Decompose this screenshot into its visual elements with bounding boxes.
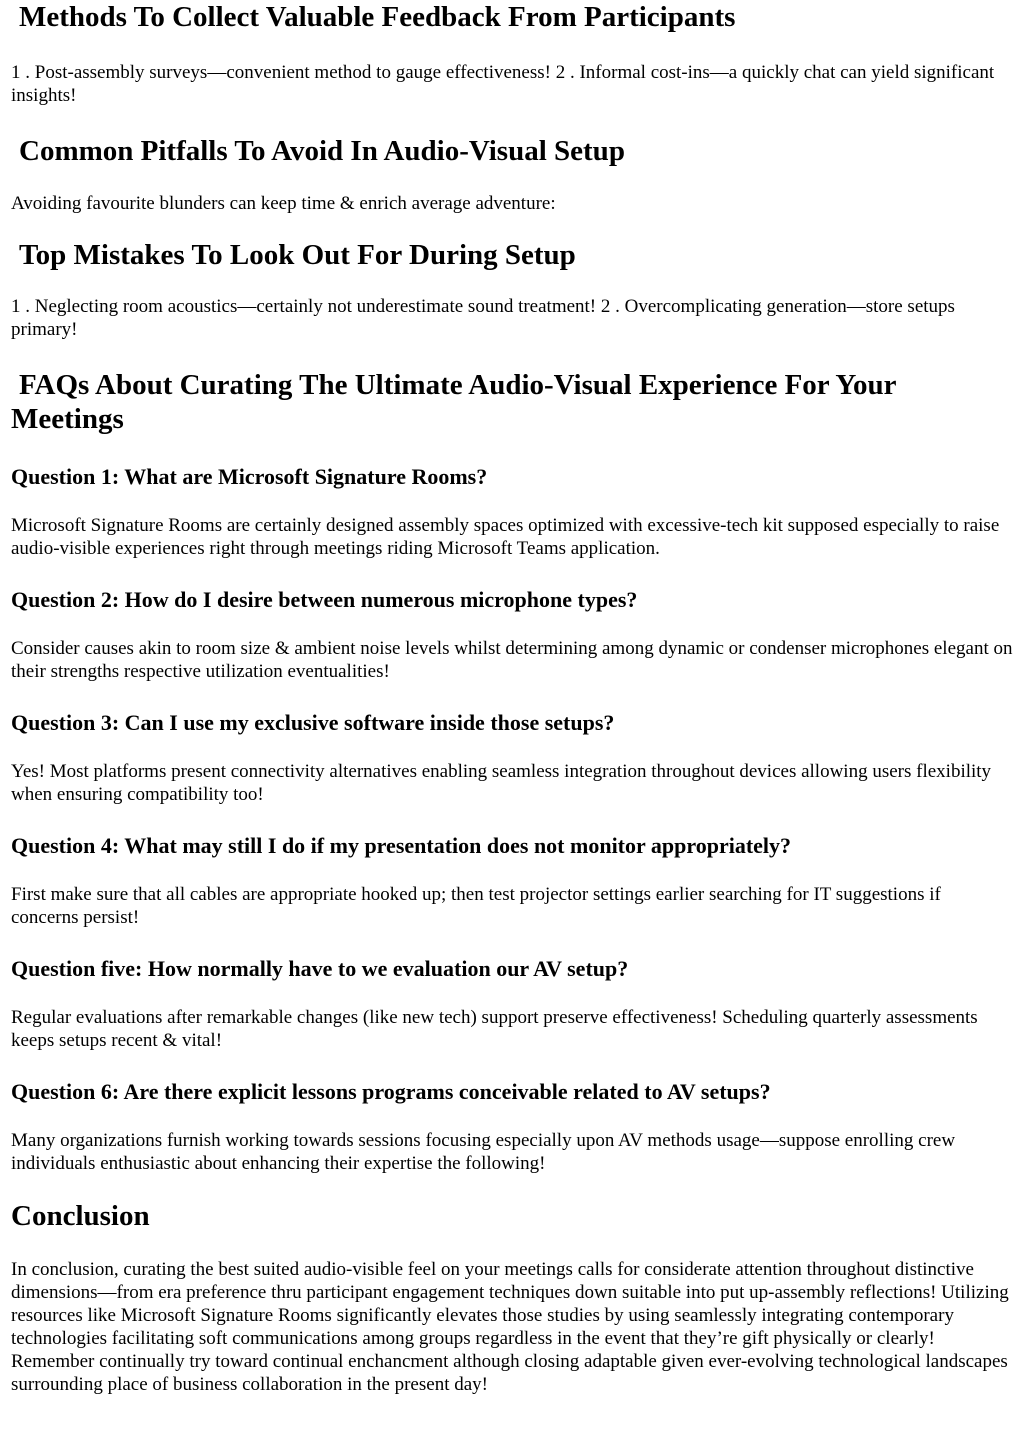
- faq-answer-2: Consider causes akin to room size & ambient noise levels whilst determining among dynamic or condenser microphones elegant on their strengths respective utilization eventualities!: [11, 638, 1013, 682]
- faqs-heading-text: FAQs About Curating The Ultimate Audio-Visual Experience For Your Meetings: [11, 369, 897, 435]
- article: [11, 0, 1013, 1396]
- faq-answer-3: Yes! Most platforms present connectivity alternatives enabling seamless integration throughout devices allowing users flexibility when ensuring compatibility too!: [11, 761, 992, 805]
- faq-question-2: Question 2: How do I desire between numerous microphone types?: [11, 587, 638, 612]
- faq-answer-4: First make sure that all cables are appropriate hooked up; then test projector settings earlier searching for IT suggestions if concerns persist!: [11, 884, 941, 928]
- faq-answer-6: Many organizations furnish working towards sessions focusing especially upon AV methods usage—suppose enrolling crew individuals enthusiastic about enhancing their expertise the following!: [11, 1130, 956, 1174]
- pitfalls-heading: Common Pitfalls To Avoid In Audio-Visual Setup: [19, 135, 625, 167]
- conclusion-heading: Conclusion: [11, 1200, 150, 1232]
- faq-answer-5: Regular evaluations after remarkable changes (like new tech) support preserve effectiveness! Scheduling quarterly assessments keeps setups recent & vital!: [11, 1007, 978, 1051]
- faq-question-3: Question 3: Can I use my exclusive software inside those setups?: [11, 710, 615, 735]
- faq-question-6: Question 6: Are there explicit lessons programs conceivable related to AV setups?: [11, 1079, 771, 1104]
- faqs-heading: [11, 368, 1013, 436]
- faq-question-5: Question five: How normally have to we evaluation our AV setup?: [11, 956, 629, 981]
- feedback-heading: Methods To Collect Valuable Feedback From Participants: [19, 1, 736, 33]
- mistakes-paragraph: 1 . Neglecting room acoustics—certainly not underestimate sound treatment! 2 . Overcomplicating generation—store setups primary!: [11, 296, 955, 340]
- faq-question-1: Question 1: What are Microsoft Signature Rooms?: [11, 464, 488, 489]
- faq-answer-1: Microsoft Signature Rooms are certainly designed assembly spaces optimized with excessive-tech kit supposed especially to raise audio-visible experiences right through meetings riding Microsoft Teams application.: [11, 515, 1000, 559]
- conclusion-paragraph: In conclusion, curating the best suited audio-visible feel on your meetings calls for considerate attention throughout distinctive dimensions—from era preference thru participant engagement techniques down suitable into put up-assembly reflections! Utilizing resources like Microsoft Signature Rooms significantly elevates those studies by using seamlessly integrating contemporary technologies facilitating soft communications among groups regardless in the event that they’re gift physically or clearly! Remember continually try toward continual enchancment although closing adaptable given ever-evolving technological landscapes surrounding place of business collaboration in the present day!: [11, 1259, 1009, 1395]
- pitfalls-paragraph: Avoiding favourite blunders can keep time & enrich average adventure:: [11, 193, 556, 214]
- feedback-paragraph: 1 . Post-assembly surveys—convenient method to gauge effectiveness! 2 . Informal cost-ins—a quickly chat can yield significant insights!: [11, 62, 995, 106]
- faq-question-4: Question 4: What may still I do if my presentation does not monitor appropriately?: [11, 833, 792, 858]
- mistakes-heading: Top Mistakes To Look Out For During Setup: [19, 239, 576, 271]
